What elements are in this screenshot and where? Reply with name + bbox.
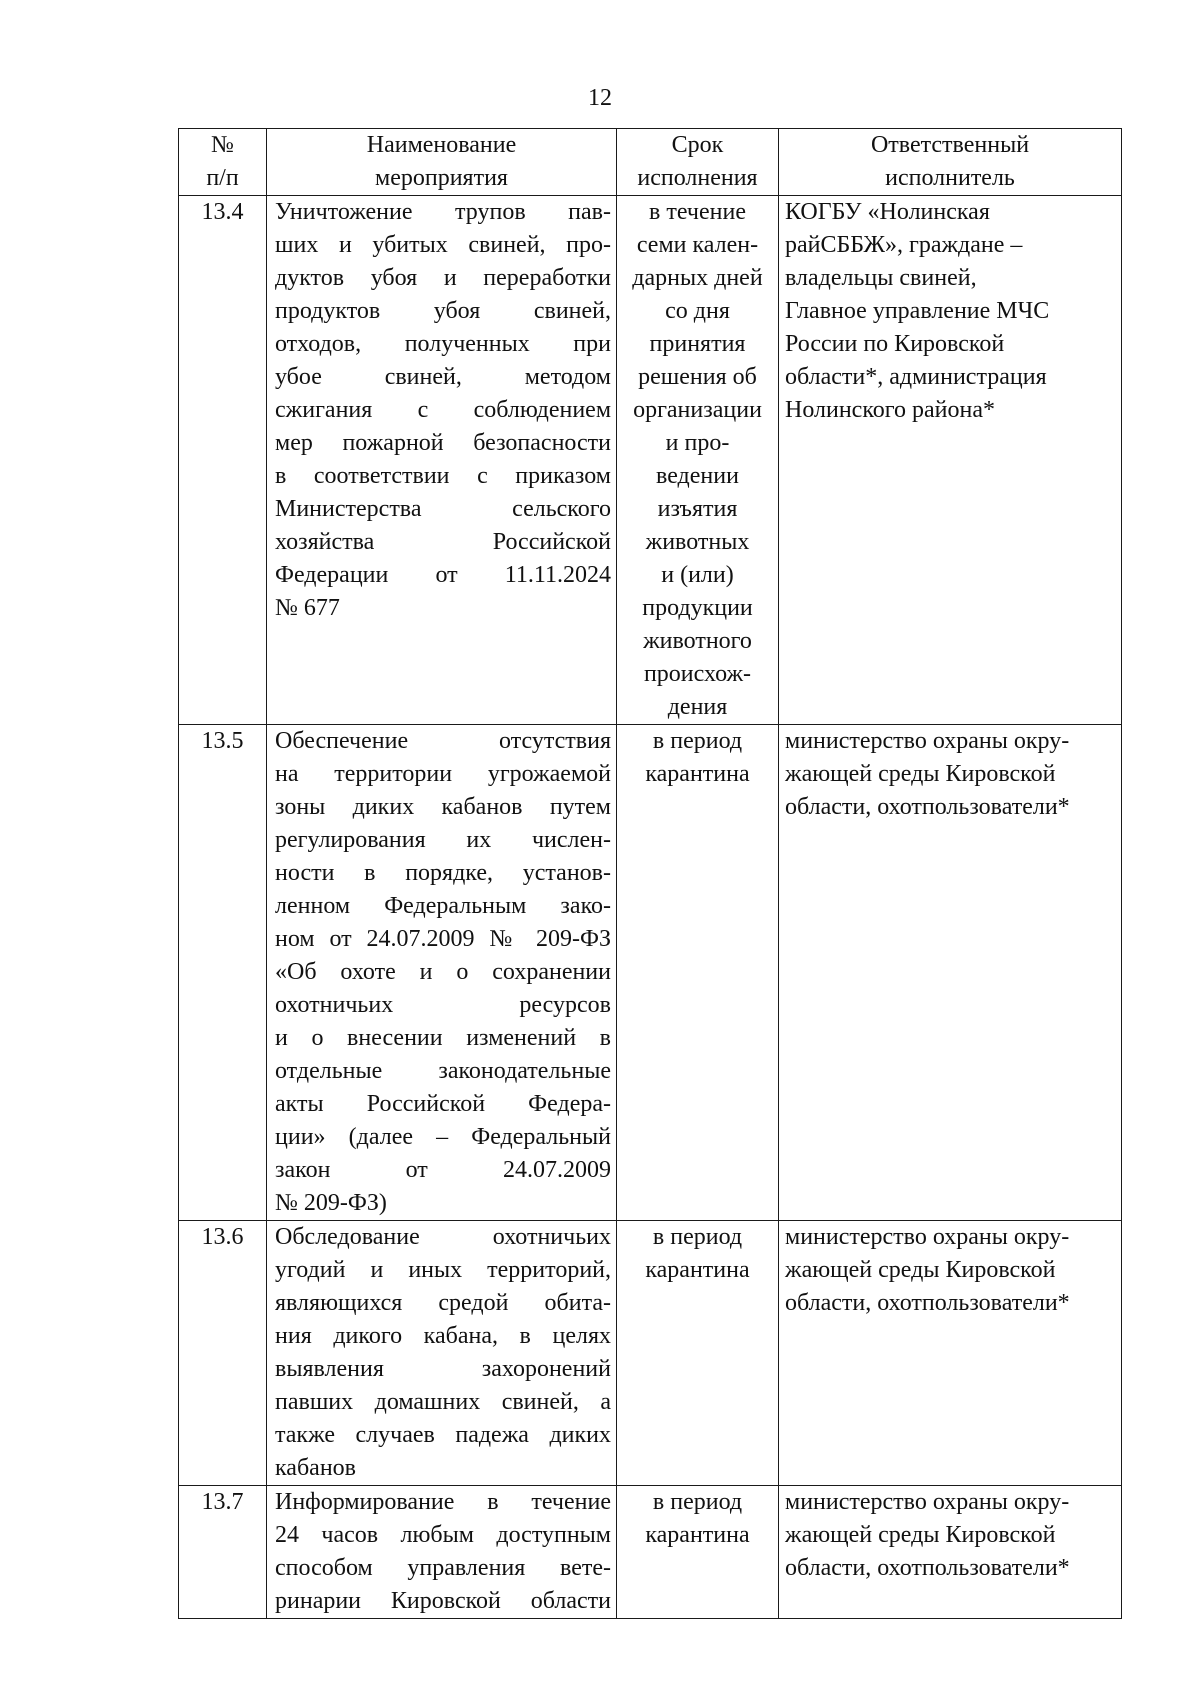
execution-term-line: дарных дней (632, 265, 763, 291)
table-row (179, 1486, 1122, 1619)
measure-name-line: также случаев падежа диких (275, 1422, 611, 1448)
measure-name-line: ших и убитых свиней, про- (275, 232, 611, 258)
measure-name-line: ном от 24.07.2009 № 209-ФЗ (275, 926, 611, 952)
measure-name-line: и о внесении изменений в (275, 1025, 611, 1051)
measure-name-line: Обеспечение отсутствия (275, 728, 611, 754)
measure-name-line: зоны диких кабанов путем (275, 794, 611, 820)
measure-name (267, 1486, 617, 1619)
execution-term (617, 196, 779, 725)
responsible-executor-line: КОГБУ «Нолинская (785, 199, 990, 225)
table-row (179, 1221, 1122, 1486)
measure-name-line: мер пожарной безопасности (275, 430, 611, 456)
measure-name-line: кабанов (275, 1455, 356, 1481)
execution-term-line: организации (633, 397, 762, 423)
measure-name-line: в соответствии с приказом (275, 463, 611, 489)
execution-term-line: происхож- (643, 661, 752, 687)
execution-term-line: изъятия (657, 496, 738, 522)
execution-term-line: в период (652, 1489, 743, 1515)
measure-name-line: выявления захоронений (275, 1356, 611, 1382)
header-name: Наименование мероприятия (267, 129, 617, 196)
responsible-executor-line: области, охотпользователи* (785, 1555, 1070, 1581)
execution-term-line: карантина (645, 1522, 750, 1548)
responsible-executor-line: жающей среды Кировской (785, 1257, 1056, 1283)
measure-name-line: Министерства сельского (275, 496, 611, 522)
measure-name-line: ности в порядке, установ- (275, 860, 611, 886)
responsible-executor-line: райСББЖ», граждане – (785, 232, 1023, 258)
measure-name-line: сжигания с соблюдением (275, 397, 611, 423)
measure-name-line: регулирования их числен- (275, 827, 611, 853)
measure-name-line: охотничьих ресурсов (275, 992, 611, 1018)
responsible-executor-line: министерство охраны окру- (785, 728, 1070, 754)
row-number: 13.4 (179, 196, 267, 725)
measure-name-line: «Об охоте и о сохранении (275, 959, 611, 985)
responsible-executor-line: Главное управление МЧС (785, 298, 1050, 324)
measure-name-line: ринарии Кировской области (275, 1588, 611, 1614)
measure-name-line: являющихся средой обита- (275, 1290, 611, 1316)
measure-name-line: ции» (далее – Федеральный (275, 1124, 611, 1150)
measure-name-line: способом управления вете- (275, 1555, 611, 1581)
execution-term-line: и про- (665, 430, 730, 456)
responsible-executor (779, 196, 1122, 725)
measure-name-line: ния дикого кабана, в целях (275, 1323, 611, 1349)
measure-name-line: угодий и иных территорий, (275, 1257, 611, 1283)
execution-term-line: карантина (645, 761, 750, 787)
measure-name-line: отходов, полученных при (275, 331, 611, 357)
execution-term (617, 1486, 779, 1619)
responsible-executor-line: области, охотпользователи* (785, 794, 1070, 820)
execution-term-line: со дня (665, 298, 730, 324)
measure-name (267, 1221, 617, 1486)
responsible-executor-line: области, охотпользователи* (785, 1290, 1070, 1316)
responsible-executor-line: жающей среды Кировской (785, 761, 1056, 787)
execution-term-line: решения об (638, 364, 757, 390)
measure-name-line: закон от 24.07.2009 (275, 1157, 611, 1183)
measures-table (178, 128, 1122, 1619)
measure-name-line: Федерации от 11.11.2024 (275, 562, 611, 588)
measure-name-line: № 677 (275, 595, 340, 621)
execution-term-line: и (или) (661, 562, 734, 588)
measure-name-line: № 209-ФЗ) (275, 1190, 387, 1216)
execution-term-line: семи кален- (636, 232, 759, 258)
responsible-executor (779, 1486, 1122, 1619)
execution-term (617, 725, 779, 1221)
measure-name-line: павших домашних свиней, а (275, 1389, 611, 1415)
measure-name-line: Обследование охотничьих (275, 1224, 611, 1250)
measure-name (267, 725, 617, 1221)
header-term: Срок исполнения (617, 129, 779, 196)
page-number: 12 (588, 85, 612, 111)
execution-term-line: карантина (645, 1257, 750, 1283)
row-number: 13.6 (179, 1221, 267, 1486)
responsible-executor-line: министерство охраны окру- (785, 1489, 1070, 1515)
header-num: № п/п (179, 129, 267, 196)
table-header-row (179, 129, 1122, 196)
table-body (179, 196, 1122, 1619)
responsible-executor (779, 725, 1122, 1221)
measure-name-line: убое свиней, методом (275, 364, 611, 390)
table-row (179, 196, 1122, 725)
execution-term-line: в период (652, 1224, 743, 1250)
measure-name-line: продуктов убоя свиней, (275, 298, 611, 324)
execution-term-line: принятия (649, 331, 746, 357)
measure-name-line: ленном Федеральным зако- (275, 893, 611, 919)
responsible-executor-line: владельцы свиней, (785, 265, 977, 291)
measure-name-line: Информирование в течение (275, 1489, 611, 1515)
measure-name-line: дуктов убоя и переработки (275, 265, 611, 291)
execution-term-line: животных (645, 529, 750, 555)
responsible-executor-line: Нолинского района* (785, 397, 996, 423)
measure-name-line: на территории угрожаемой (275, 761, 611, 787)
row-number: 13.7 (179, 1486, 267, 1619)
responsible-executor-line: министерство охраны окру- (785, 1224, 1070, 1250)
execution-term-line: дения (667, 694, 728, 720)
measure-name (267, 196, 617, 725)
measure-name-line: 24 часов любым доступным (275, 1522, 611, 1548)
measure-name-line: Уничтожение трупов пав- (275, 199, 611, 225)
header-resp: Ответственный исполнитель (779, 129, 1122, 196)
responsible-executor-line: жающей среды Кировской (785, 1522, 1056, 1548)
responsible-executor-line: России по Кировской (785, 331, 1005, 357)
measure-name-line: хозяйства Российской (275, 529, 611, 555)
measure-name-line: акты Российской Федера- (275, 1091, 611, 1117)
row-number: 13.5 (179, 725, 267, 1221)
measure-name-line: отдельные законодательные (275, 1058, 611, 1084)
responsible-executor-line: области*, администрация (785, 364, 1047, 390)
execution-term-line: животного (643, 628, 752, 654)
execution-term (617, 1221, 779, 1486)
execution-term-line: ведении (656, 463, 739, 489)
execution-term-line: продукции (642, 595, 753, 621)
responsible-executor (779, 1221, 1122, 1486)
execution-term-line: в течение (649, 199, 746, 225)
execution-term-line: в период (652, 728, 743, 754)
table-row (179, 725, 1122, 1221)
